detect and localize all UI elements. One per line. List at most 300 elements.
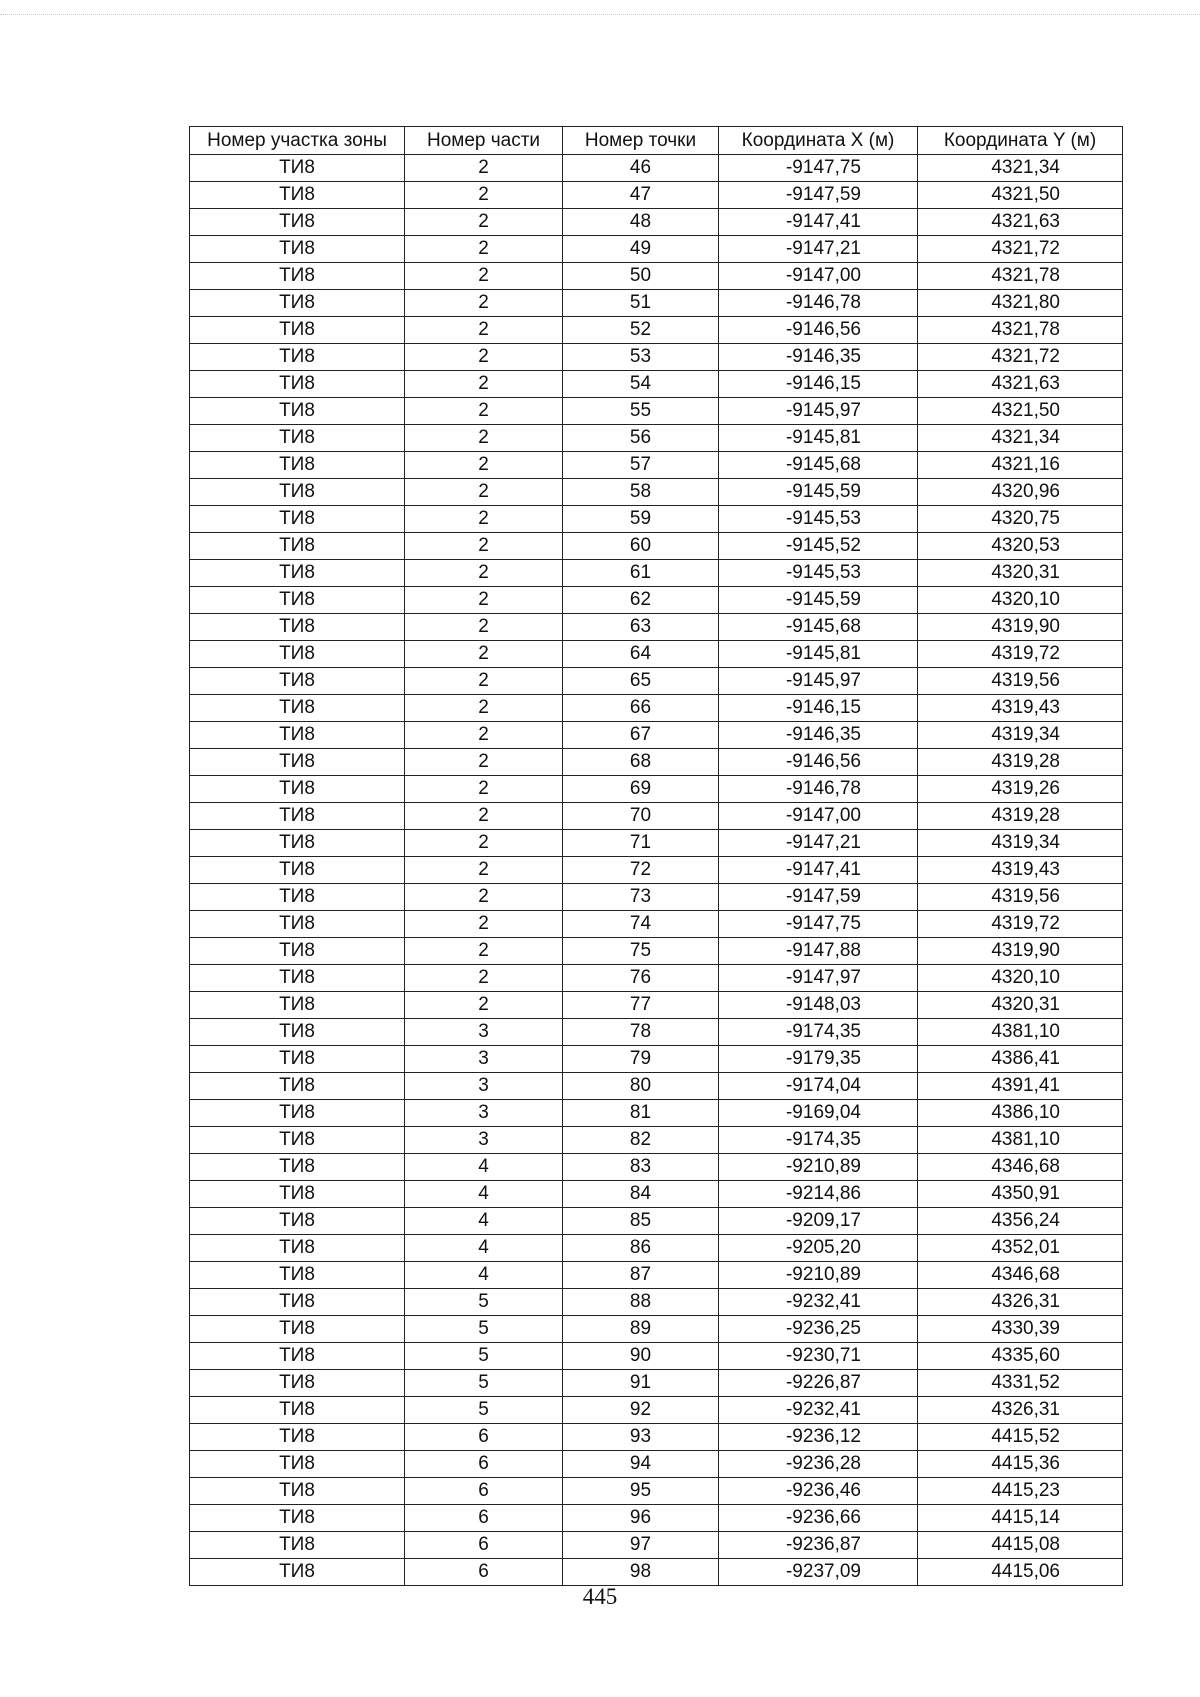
cell-coordinate-x: -9147,97: [719, 965, 918, 992]
cell-point-number: 61: [563, 560, 719, 587]
cell-coordinate-y: 4320,75: [918, 506, 1123, 533]
cell-zone-section: ТИ8: [190, 317, 405, 344]
table-row: [190, 911, 1123, 938]
cell-zone-section: ТИ8: [190, 749, 405, 776]
cell-coordinate-y: 4320,96: [918, 479, 1123, 506]
cell-coordinate-y: 4391,41: [918, 1073, 1123, 1100]
table-row: [190, 776, 1123, 803]
cell-point-number: 63: [563, 614, 719, 641]
table-row: [190, 1289, 1123, 1316]
cell-zone-section: ТИ8: [190, 641, 405, 668]
cell-part-number: 2: [405, 938, 563, 965]
cell-coordinate-y: 4321,78: [918, 263, 1123, 290]
cell-coordinate-x: -9214,86: [719, 1181, 918, 1208]
cell-coordinate-x: -9236,66: [719, 1505, 918, 1532]
page-number: 445: [582, 1584, 618, 1609]
cell-part-number: 2: [405, 506, 563, 533]
table-row: [190, 938, 1123, 965]
cell-point-number: 55: [563, 398, 719, 425]
cell-part-number: 5: [405, 1397, 563, 1424]
cell-zone-section: ТИ8: [190, 1370, 405, 1397]
cell-zone-section: ТИ8: [190, 1262, 405, 1289]
cell-coordinate-x: -9236,28: [719, 1451, 918, 1478]
cell-coordinate-x: -9232,41: [719, 1289, 918, 1316]
cell-zone-section: ТИ8: [190, 722, 405, 749]
cell-coordinate-x: -9232,41: [719, 1397, 918, 1424]
cell-part-number: 6: [405, 1559, 563, 1586]
cell-coordinate-x: -9146,35: [719, 722, 918, 749]
cell-point-number: 73: [563, 884, 719, 911]
cell-coordinate-y: 4319,43: [918, 695, 1123, 722]
cell-point-number: 76: [563, 965, 719, 992]
cell-point-number: 83: [563, 1154, 719, 1181]
table-row: [190, 236, 1123, 263]
cell-part-number: 4: [405, 1208, 563, 1235]
cell-coordinate-y: 4320,10: [918, 587, 1123, 614]
cell-coordinate-x: -9145,52: [719, 533, 918, 560]
cell-coordinate-y: 4386,41: [918, 1046, 1123, 1073]
cell-part-number: 2: [405, 641, 563, 668]
cell-coordinate-y: 4321,50: [918, 182, 1123, 209]
cell-coordinate-x: -9145,53: [719, 560, 918, 587]
cell-zone-section: ТИ8: [190, 560, 405, 587]
cell-coordinate-x: -9210,89: [719, 1154, 918, 1181]
cell-coordinate-y: 4330,39: [918, 1316, 1123, 1343]
cell-zone-section: ТИ8: [190, 830, 405, 857]
cell-coordinate-y: 4381,10: [918, 1019, 1123, 1046]
cell-coordinate-y: 4415,06: [918, 1559, 1123, 1586]
cell-coordinate-x: -9147,75: [719, 911, 918, 938]
cell-coordinate-x: -9236,12: [719, 1424, 918, 1451]
cell-coordinate-y: 4321,34: [918, 425, 1123, 452]
table-row: [190, 614, 1123, 641]
cell-coordinate-x: -9146,78: [719, 290, 918, 317]
table-row: [190, 263, 1123, 290]
cell-zone-section: ТИ8: [190, 1397, 405, 1424]
cell-part-number: 2: [405, 803, 563, 830]
cell-part-number: 3: [405, 1100, 563, 1127]
cell-point-number: 94: [563, 1451, 719, 1478]
table-row: [190, 1532, 1123, 1559]
cell-coordinate-x: -9145,53: [719, 506, 918, 533]
cell-point-number: 51: [563, 290, 719, 317]
cell-zone-section: ТИ8: [190, 776, 405, 803]
cell-coordinate-y: 4346,68: [918, 1262, 1123, 1289]
cell-zone-section: ТИ8: [190, 884, 405, 911]
cell-coordinate-y: 4319,72: [918, 911, 1123, 938]
cell-part-number: 2: [405, 965, 563, 992]
cell-point-number: 84: [563, 1181, 719, 1208]
cell-part-number: 2: [405, 776, 563, 803]
cell-part-number: 2: [405, 911, 563, 938]
cell-coordinate-y: 4321,63: [918, 371, 1123, 398]
cell-part-number: 3: [405, 1019, 563, 1046]
cell-coordinate-x: -9147,00: [719, 803, 918, 830]
cell-point-number: 97: [563, 1532, 719, 1559]
cell-zone-section: ТИ8: [190, 344, 405, 371]
cell-part-number: 2: [405, 236, 563, 263]
cell-point-number: 95: [563, 1478, 719, 1505]
table-row: [190, 1073, 1123, 1100]
cell-coordinate-y: 4352,01: [918, 1235, 1123, 1262]
cell-coordinate-x: -9145,97: [719, 398, 918, 425]
cell-point-number: 46: [563, 155, 719, 182]
cell-zone-section: ТИ8: [190, 479, 405, 506]
cell-coordinate-y: 4321,50: [918, 398, 1123, 425]
table-row: [190, 182, 1123, 209]
cell-point-number: 54: [563, 371, 719, 398]
table-row: [190, 344, 1123, 371]
cell-zone-section: ТИ8: [190, 506, 405, 533]
cell-coordinate-x: -9145,59: [719, 479, 918, 506]
header-part-number: Номер части: [405, 127, 563, 155]
cell-part-number: 5: [405, 1370, 563, 1397]
table-row: [190, 1424, 1123, 1451]
cell-coordinate-x: -9209,17: [719, 1208, 918, 1235]
cell-coordinate-x: -9174,35: [719, 1019, 918, 1046]
cell-point-number: 52: [563, 317, 719, 344]
cell-point-number: 86: [563, 1235, 719, 1262]
cell-zone-section: ТИ8: [190, 182, 405, 209]
table-row: [190, 830, 1123, 857]
cell-part-number: 2: [405, 371, 563, 398]
cell-part-number: 6: [405, 1505, 563, 1532]
cell-part-number: 2: [405, 560, 563, 587]
cell-coordinate-x: -9174,04: [719, 1073, 918, 1100]
cell-zone-section: ТИ8: [190, 1181, 405, 1208]
cell-zone-section: ТИ8: [190, 290, 405, 317]
cell-point-number: 58: [563, 479, 719, 506]
cell-point-number: 69: [563, 776, 719, 803]
table-row: [190, 722, 1123, 749]
cell-part-number: 2: [405, 668, 563, 695]
header-point-number: Номер точки: [563, 127, 719, 155]
cell-coordinate-y: 4321,72: [918, 236, 1123, 263]
cell-part-number: 2: [405, 992, 563, 1019]
cell-zone-section: ТИ8: [190, 1289, 405, 1316]
table-row: [190, 1154, 1123, 1181]
table-row: [190, 1478, 1123, 1505]
cell-part-number: 5: [405, 1343, 563, 1370]
cell-coordinate-x: -9179,35: [719, 1046, 918, 1073]
cell-point-number: 48: [563, 209, 719, 236]
cell-coordinate-x: -9145,59: [719, 587, 918, 614]
cell-point-number: 89: [563, 1316, 719, 1343]
cell-zone-section: ТИ8: [190, 587, 405, 614]
cell-coordinate-x: -9146,56: [719, 749, 918, 776]
cell-coordinate-x: -9147,59: [719, 884, 918, 911]
cell-zone-section: ТИ8: [190, 614, 405, 641]
cell-part-number: 3: [405, 1046, 563, 1073]
table-row: [190, 965, 1123, 992]
cell-zone-section: ТИ8: [190, 209, 405, 236]
cell-zone-section: ТИ8: [190, 1451, 405, 1478]
cell-point-number: 98: [563, 1559, 719, 1586]
page-top-rule: [0, 14, 1200, 15]
cell-point-number: 92: [563, 1397, 719, 1424]
table-row: [190, 533, 1123, 560]
cell-point-number: 72: [563, 857, 719, 884]
table-row: [190, 209, 1123, 236]
cell-point-number: 74: [563, 911, 719, 938]
cell-coordinate-y: 4326,31: [918, 1289, 1123, 1316]
cell-part-number: 2: [405, 182, 563, 209]
cell-coordinate-x: -9147,00: [719, 263, 918, 290]
cell-part-number: 3: [405, 1127, 563, 1154]
cell-coordinate-x: -9145,68: [719, 452, 918, 479]
cell-point-number: 70: [563, 803, 719, 830]
table-row: [190, 479, 1123, 506]
cell-point-number: 50: [563, 263, 719, 290]
cell-zone-section: ТИ8: [190, 425, 405, 452]
cell-point-number: 67: [563, 722, 719, 749]
cell-coordinate-y: 4319,28: [918, 803, 1123, 830]
cell-coordinate-y: 4321,63: [918, 209, 1123, 236]
table-row: [190, 290, 1123, 317]
header-row: [190, 127, 1123, 155]
cell-coordinate-y: 4326,31: [918, 1397, 1123, 1424]
cell-point-number: 60: [563, 533, 719, 560]
cell-coordinate-x: -9236,46: [719, 1478, 918, 1505]
cell-coordinate-x: -9146,15: [719, 695, 918, 722]
cell-coordinate-y: 4415,14: [918, 1505, 1123, 1532]
table-row: [190, 1046, 1123, 1073]
cell-zone-section: ТИ8: [190, 155, 405, 182]
cell-coordinate-y: 4320,10: [918, 965, 1123, 992]
cell-coordinate-y: 4331,52: [918, 1370, 1123, 1397]
cell-point-number: 68: [563, 749, 719, 776]
table-row: [190, 506, 1123, 533]
cell-coordinate-x: -9169,04: [719, 1100, 918, 1127]
cell-coordinate-y: 4321,72: [918, 344, 1123, 371]
cell-point-number: 87: [563, 1262, 719, 1289]
cell-coordinate-y: 4319,56: [918, 668, 1123, 695]
cell-part-number: 2: [405, 587, 563, 614]
cell-part-number: 2: [405, 452, 563, 479]
cell-point-number: 88: [563, 1289, 719, 1316]
cell-coordinate-y: 4381,10: [918, 1127, 1123, 1154]
table-row: [190, 1127, 1123, 1154]
table-row: [190, 695, 1123, 722]
cell-coordinate-x: -9205,20: [719, 1235, 918, 1262]
table-row: [190, 425, 1123, 452]
table-row: [190, 587, 1123, 614]
cell-coordinate-y: 4319,34: [918, 830, 1123, 857]
cell-point-number: 71: [563, 830, 719, 857]
cell-coordinate-x: -9147,21: [719, 236, 918, 263]
cell-coordinate-y: 4321,80: [918, 290, 1123, 317]
cell-zone-section: ТИ8: [190, 1208, 405, 1235]
cell-point-number: 57: [563, 452, 719, 479]
cell-zone-section: ТИ8: [190, 1316, 405, 1343]
cell-part-number: 4: [405, 1181, 563, 1208]
cell-part-number: 4: [405, 1235, 563, 1262]
cell-part-number: 2: [405, 317, 563, 344]
cell-coordinate-x: -9147,41: [719, 209, 918, 236]
cell-coordinate-x: -9174,35: [719, 1127, 918, 1154]
cell-zone-section: ТИ8: [190, 1505, 405, 1532]
cell-zone-section: ТИ8: [190, 857, 405, 884]
cell-part-number: 6: [405, 1532, 563, 1559]
cell-zone-section: ТИ8: [190, 911, 405, 938]
cell-part-number: 2: [405, 695, 563, 722]
cell-coordinate-x: -9230,71: [719, 1343, 918, 1370]
cell-zone-section: ТИ8: [190, 938, 405, 965]
cell-point-number: 53: [563, 344, 719, 371]
coordinates-table: [189, 126, 1123, 1586]
cell-coordinate-x: -9146,15: [719, 371, 918, 398]
cell-point-number: 75: [563, 938, 719, 965]
table-row: [190, 884, 1123, 911]
cell-point-number: 49: [563, 236, 719, 263]
cell-coordinate-y: 4335,60: [918, 1343, 1123, 1370]
cell-coordinate-x: -9226,87: [719, 1370, 918, 1397]
cell-coordinate-y: 4415,52: [918, 1424, 1123, 1451]
header-zone-section-number: Номер участка зоны: [190, 127, 405, 155]
cell-zone-section: ТИ8: [190, 263, 405, 290]
cell-part-number: 2: [405, 209, 563, 236]
cell-coordinate-y: 4319,28: [918, 749, 1123, 776]
table-row: [190, 1370, 1123, 1397]
cell-zone-section: ТИ8: [190, 1073, 405, 1100]
cell-coordinate-y: 4415,23: [918, 1478, 1123, 1505]
cell-zone-section: ТИ8: [190, 1154, 405, 1181]
cell-part-number: 6: [405, 1478, 563, 1505]
cell-zone-section: ТИ8: [190, 371, 405, 398]
cell-coordinate-y: 4319,72: [918, 641, 1123, 668]
cell-zone-section: ТИ8: [190, 1100, 405, 1127]
cell-zone-section: ТИ8: [190, 1127, 405, 1154]
cell-zone-section: ТИ8: [190, 236, 405, 263]
cell-coordinate-x: -9146,78: [719, 776, 918, 803]
cell-coordinate-x: -9148,03: [719, 992, 918, 1019]
cell-zone-section: ТИ8: [190, 668, 405, 695]
cell-coordinate-x: -9145,68: [719, 614, 918, 641]
cell-coordinate-y: 4320,53: [918, 533, 1123, 560]
cell-zone-section: ТИ8: [190, 803, 405, 830]
table-row: [190, 1208, 1123, 1235]
cell-part-number: 2: [405, 749, 563, 776]
cell-point-number: 66: [563, 695, 719, 722]
cell-part-number: 5: [405, 1289, 563, 1316]
cell-point-number: 65: [563, 668, 719, 695]
cell-part-number: 2: [405, 830, 563, 857]
table-row: [190, 452, 1123, 479]
table-row: [190, 398, 1123, 425]
cell-coordinate-x: -9147,75: [719, 155, 918, 182]
cell-zone-section: ТИ8: [190, 965, 405, 992]
cell-point-number: 64: [563, 641, 719, 668]
cell-coordinate-y: 4320,31: [918, 560, 1123, 587]
cell-coordinate-y: 4319,90: [918, 938, 1123, 965]
cell-point-number: 47: [563, 182, 719, 209]
cell-zone-section: ТИ8: [190, 1235, 405, 1262]
cell-coordinate-x: -9146,56: [719, 317, 918, 344]
cell-part-number: 5: [405, 1316, 563, 1343]
table-row: [190, 1019, 1123, 1046]
coordinates-table-container: [189, 126, 1122, 1586]
table-row: [190, 1316, 1123, 1343]
cell-point-number: 56: [563, 425, 719, 452]
table-row: [190, 1397, 1123, 1424]
cell-zone-section: ТИ8: [190, 992, 405, 1019]
cell-coordinate-y: 4415,36: [918, 1451, 1123, 1478]
cell-part-number: 2: [405, 533, 563, 560]
cell-point-number: 80: [563, 1073, 719, 1100]
cell-point-number: 78: [563, 1019, 719, 1046]
table-row: [190, 641, 1123, 668]
cell-part-number: 2: [405, 614, 563, 641]
table-row: [190, 1559, 1123, 1586]
cell-coordinate-x: -9145,81: [719, 641, 918, 668]
cell-part-number: 4: [405, 1154, 563, 1181]
cell-part-number: 2: [405, 479, 563, 506]
cell-point-number: 62: [563, 587, 719, 614]
cell-coordinate-x: -9236,87: [719, 1532, 918, 1559]
table-row: [190, 1181, 1123, 1208]
table-row: [190, 803, 1123, 830]
cell-coordinate-x: -9146,35: [719, 344, 918, 371]
cell-part-number: 4: [405, 1262, 563, 1289]
table-row: [190, 560, 1123, 587]
cell-coordinate-x: -9237,09: [719, 1559, 918, 1586]
table-row: [190, 992, 1123, 1019]
cell-coordinate-y: 4321,34: [918, 155, 1123, 182]
table-row: [190, 1505, 1123, 1532]
cell-zone-section: ТИ8: [190, 1478, 405, 1505]
cell-coordinate-x: -9147,88: [719, 938, 918, 965]
table-row: [190, 1262, 1123, 1289]
cell-part-number: 6: [405, 1451, 563, 1478]
cell-point-number: 93: [563, 1424, 719, 1451]
table-body: [190, 155, 1123, 1586]
cell-coordinate-y: 4319,43: [918, 857, 1123, 884]
cell-zone-section: ТИ8: [190, 1019, 405, 1046]
table-row: [190, 857, 1123, 884]
cell-point-number: 85: [563, 1208, 719, 1235]
table-row: [190, 1235, 1123, 1262]
cell-coordinate-x: -9147,59: [719, 182, 918, 209]
cell-coordinate-x: -9147,41: [719, 857, 918, 884]
cell-part-number: 2: [405, 290, 563, 317]
cell-coordinate-y: 4321,78: [918, 317, 1123, 344]
cell-coordinate-y: 4415,08: [918, 1532, 1123, 1559]
cell-zone-section: ТИ8: [190, 1046, 405, 1073]
cell-coordinate-y: 4319,34: [918, 722, 1123, 749]
cell-point-number: 59: [563, 506, 719, 533]
cell-coordinate-y: 4356,24: [918, 1208, 1123, 1235]
cell-coordinate-y: 4319,90: [918, 614, 1123, 641]
cell-coordinate-y: 4346,68: [918, 1154, 1123, 1181]
cell-part-number: 2: [405, 722, 563, 749]
cell-point-number: 77: [563, 992, 719, 1019]
cell-zone-section: ТИ8: [190, 398, 405, 425]
cell-coordinate-x: -9236,25: [719, 1316, 918, 1343]
table-row: [190, 1451, 1123, 1478]
header-coordinate-x: Координата X (м): [719, 127, 918, 155]
cell-coordinate-x: -9145,81: [719, 425, 918, 452]
cell-coordinate-y: 4319,56: [918, 884, 1123, 911]
cell-part-number: 2: [405, 425, 563, 452]
cell-point-number: 91: [563, 1370, 719, 1397]
cell-point-number: 90: [563, 1343, 719, 1370]
header-coordinate-y: Координата Y (м): [918, 127, 1123, 155]
cell-coordinate-y: 4350,91: [918, 1181, 1123, 1208]
cell-part-number: 2: [405, 263, 563, 290]
cell-part-number: 2: [405, 155, 563, 182]
cell-coordinate-y: 4319,26: [918, 776, 1123, 803]
cell-part-number: 2: [405, 884, 563, 911]
